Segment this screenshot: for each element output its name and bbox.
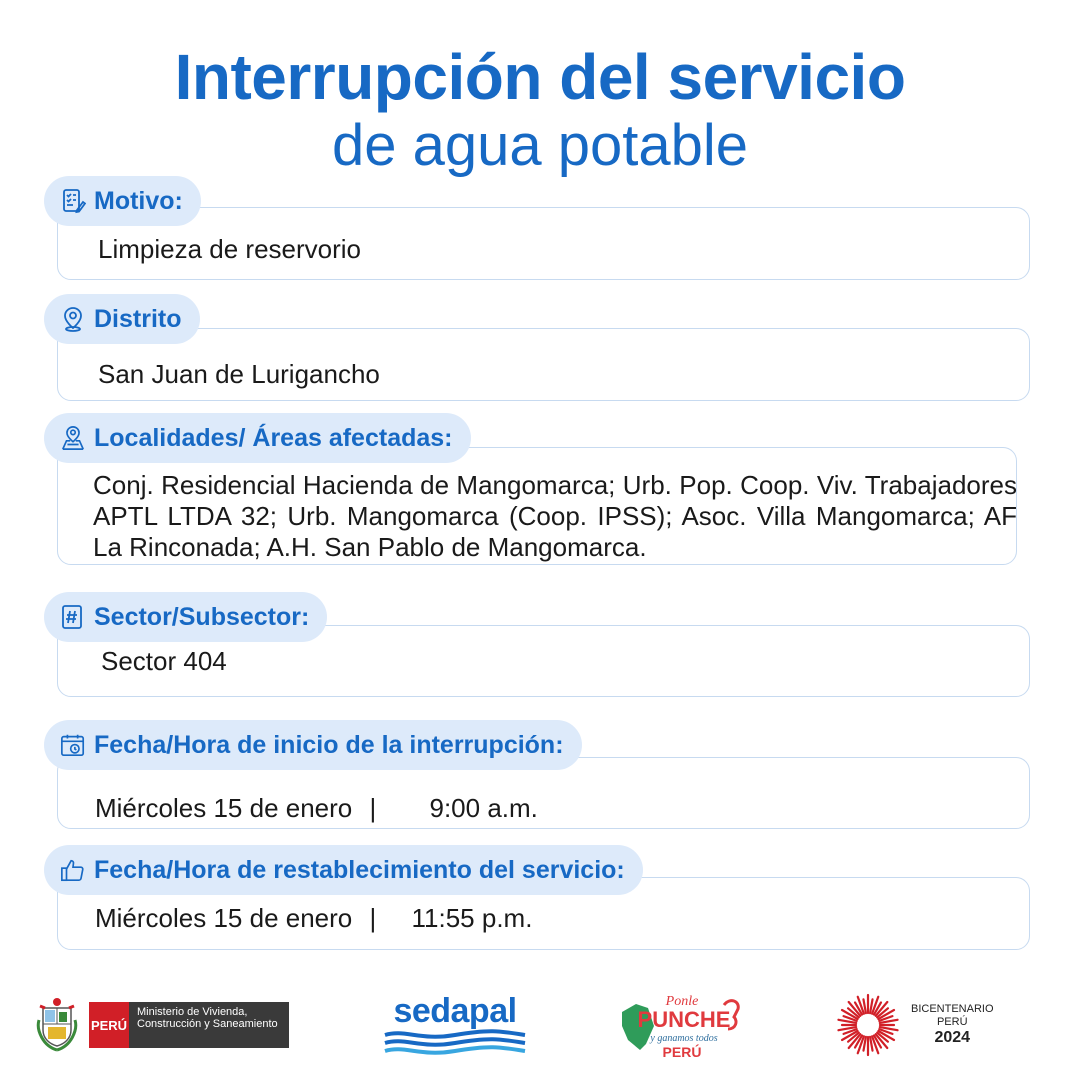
calendar-clock-icon [60, 732, 86, 758]
inicio-date: Miércoles 15 de enero [95, 793, 353, 823]
page-title [0, 40, 1080, 178]
bicentenario-year: 2024 [934, 1029, 971, 1046]
motivo-box [57, 207, 1030, 280]
localidades-label: Localidades/ Áreas afectadas: [94, 423, 453, 452]
restablecimiento-date: Miércoles 15 de enero [95, 903, 353, 933]
bicentenario-sunburst-icon [835, 992, 901, 1058]
bicentenario-text [911, 1003, 994, 1047]
sector-label: Sector/Subsector: [94, 602, 310, 631]
restablecimiento-separator: | [369, 903, 377, 933]
distrito-pill [44, 294, 200, 344]
localidades-value: Conj. Residencial Hacienda de Mangomarca; Urb. Pop. Coop. Viv. Trabajadores APTL LTDA 32; Urb. Mangomarca (Coop. IPSS); Asoc. Villa Mangomarca; AF La Rinconada; A.H. San Pablo de Mangomarca. [93, 470, 1017, 562]
sedapal-logo [380, 993, 530, 1058]
bicentenario-line2: PERÚ [936, 1016, 968, 1028]
hash-icon [60, 604, 86, 630]
punche-line3: y ganamos todos [650, 1033, 718, 1044]
inicio-value [95, 793, 538, 824]
motivo-value: Limpieza de reservorio [98, 234, 362, 264]
localidades-box [57, 447, 1017, 565]
title-line-1: Interrupción del servicio [174, 41, 906, 113]
inicio-pill [44, 720, 582, 770]
inicio-label: Fecha/Hora de inicio de la interrupción: [94, 730, 564, 759]
title-line-2: de agua potable [331, 113, 749, 178]
restablecimiento-label: Fecha/Hora de restablecimiento del servicio: [94, 855, 625, 884]
peru-label: PERÚ [89, 1002, 129, 1048]
restablecimiento-value [95, 903, 532, 934]
motivo-pill [44, 176, 201, 226]
distrito-label: Distrito [94, 304, 182, 333]
thumbs-up-icon [60, 857, 86, 883]
location-pin-icon [60, 306, 86, 332]
localidades-pill [44, 413, 471, 463]
footer-logos [0, 985, 1080, 1065]
sector-pill [44, 592, 327, 642]
inicio-time: 9:00 a.m. [429, 793, 538, 823]
inicio-separator: | [369, 793, 377, 823]
distrito-value: San Juan de Lurigancho [98, 359, 380, 389]
sedapal-waves-icon [380, 1029, 530, 1057]
punche-line2: PUNCHE [637, 1007, 731, 1032]
distrito-box [57, 328, 1030, 401]
ministerio-text: Ministerio de Vivienda, Construcción y Saneamiento [129, 1002, 289, 1048]
punche-line4: PERÚ [662, 1044, 702, 1060]
ministerio-logo [35, 995, 289, 1055]
restablecimiento-pill [44, 845, 643, 895]
bicentenario-line1: BICENTENARIO [911, 1003, 994, 1015]
bicentenario-logo [835, 990, 1015, 1060]
checklist-icon [60, 188, 86, 214]
map-pin-icon [60, 425, 86, 451]
ponle-punche-logo [612, 987, 747, 1062]
sector-value: Sector 404 [101, 646, 227, 676]
restablecimiento-time: 11:55 p.m. [411, 903, 533, 933]
punche-line1: Ponle [665, 994, 699, 1009]
peru-coat-of-arms-icon [35, 996, 79, 1054]
motivo-label: Motivo: [94, 186, 183, 215]
sedapal-name: sedapal [393, 992, 517, 1030]
